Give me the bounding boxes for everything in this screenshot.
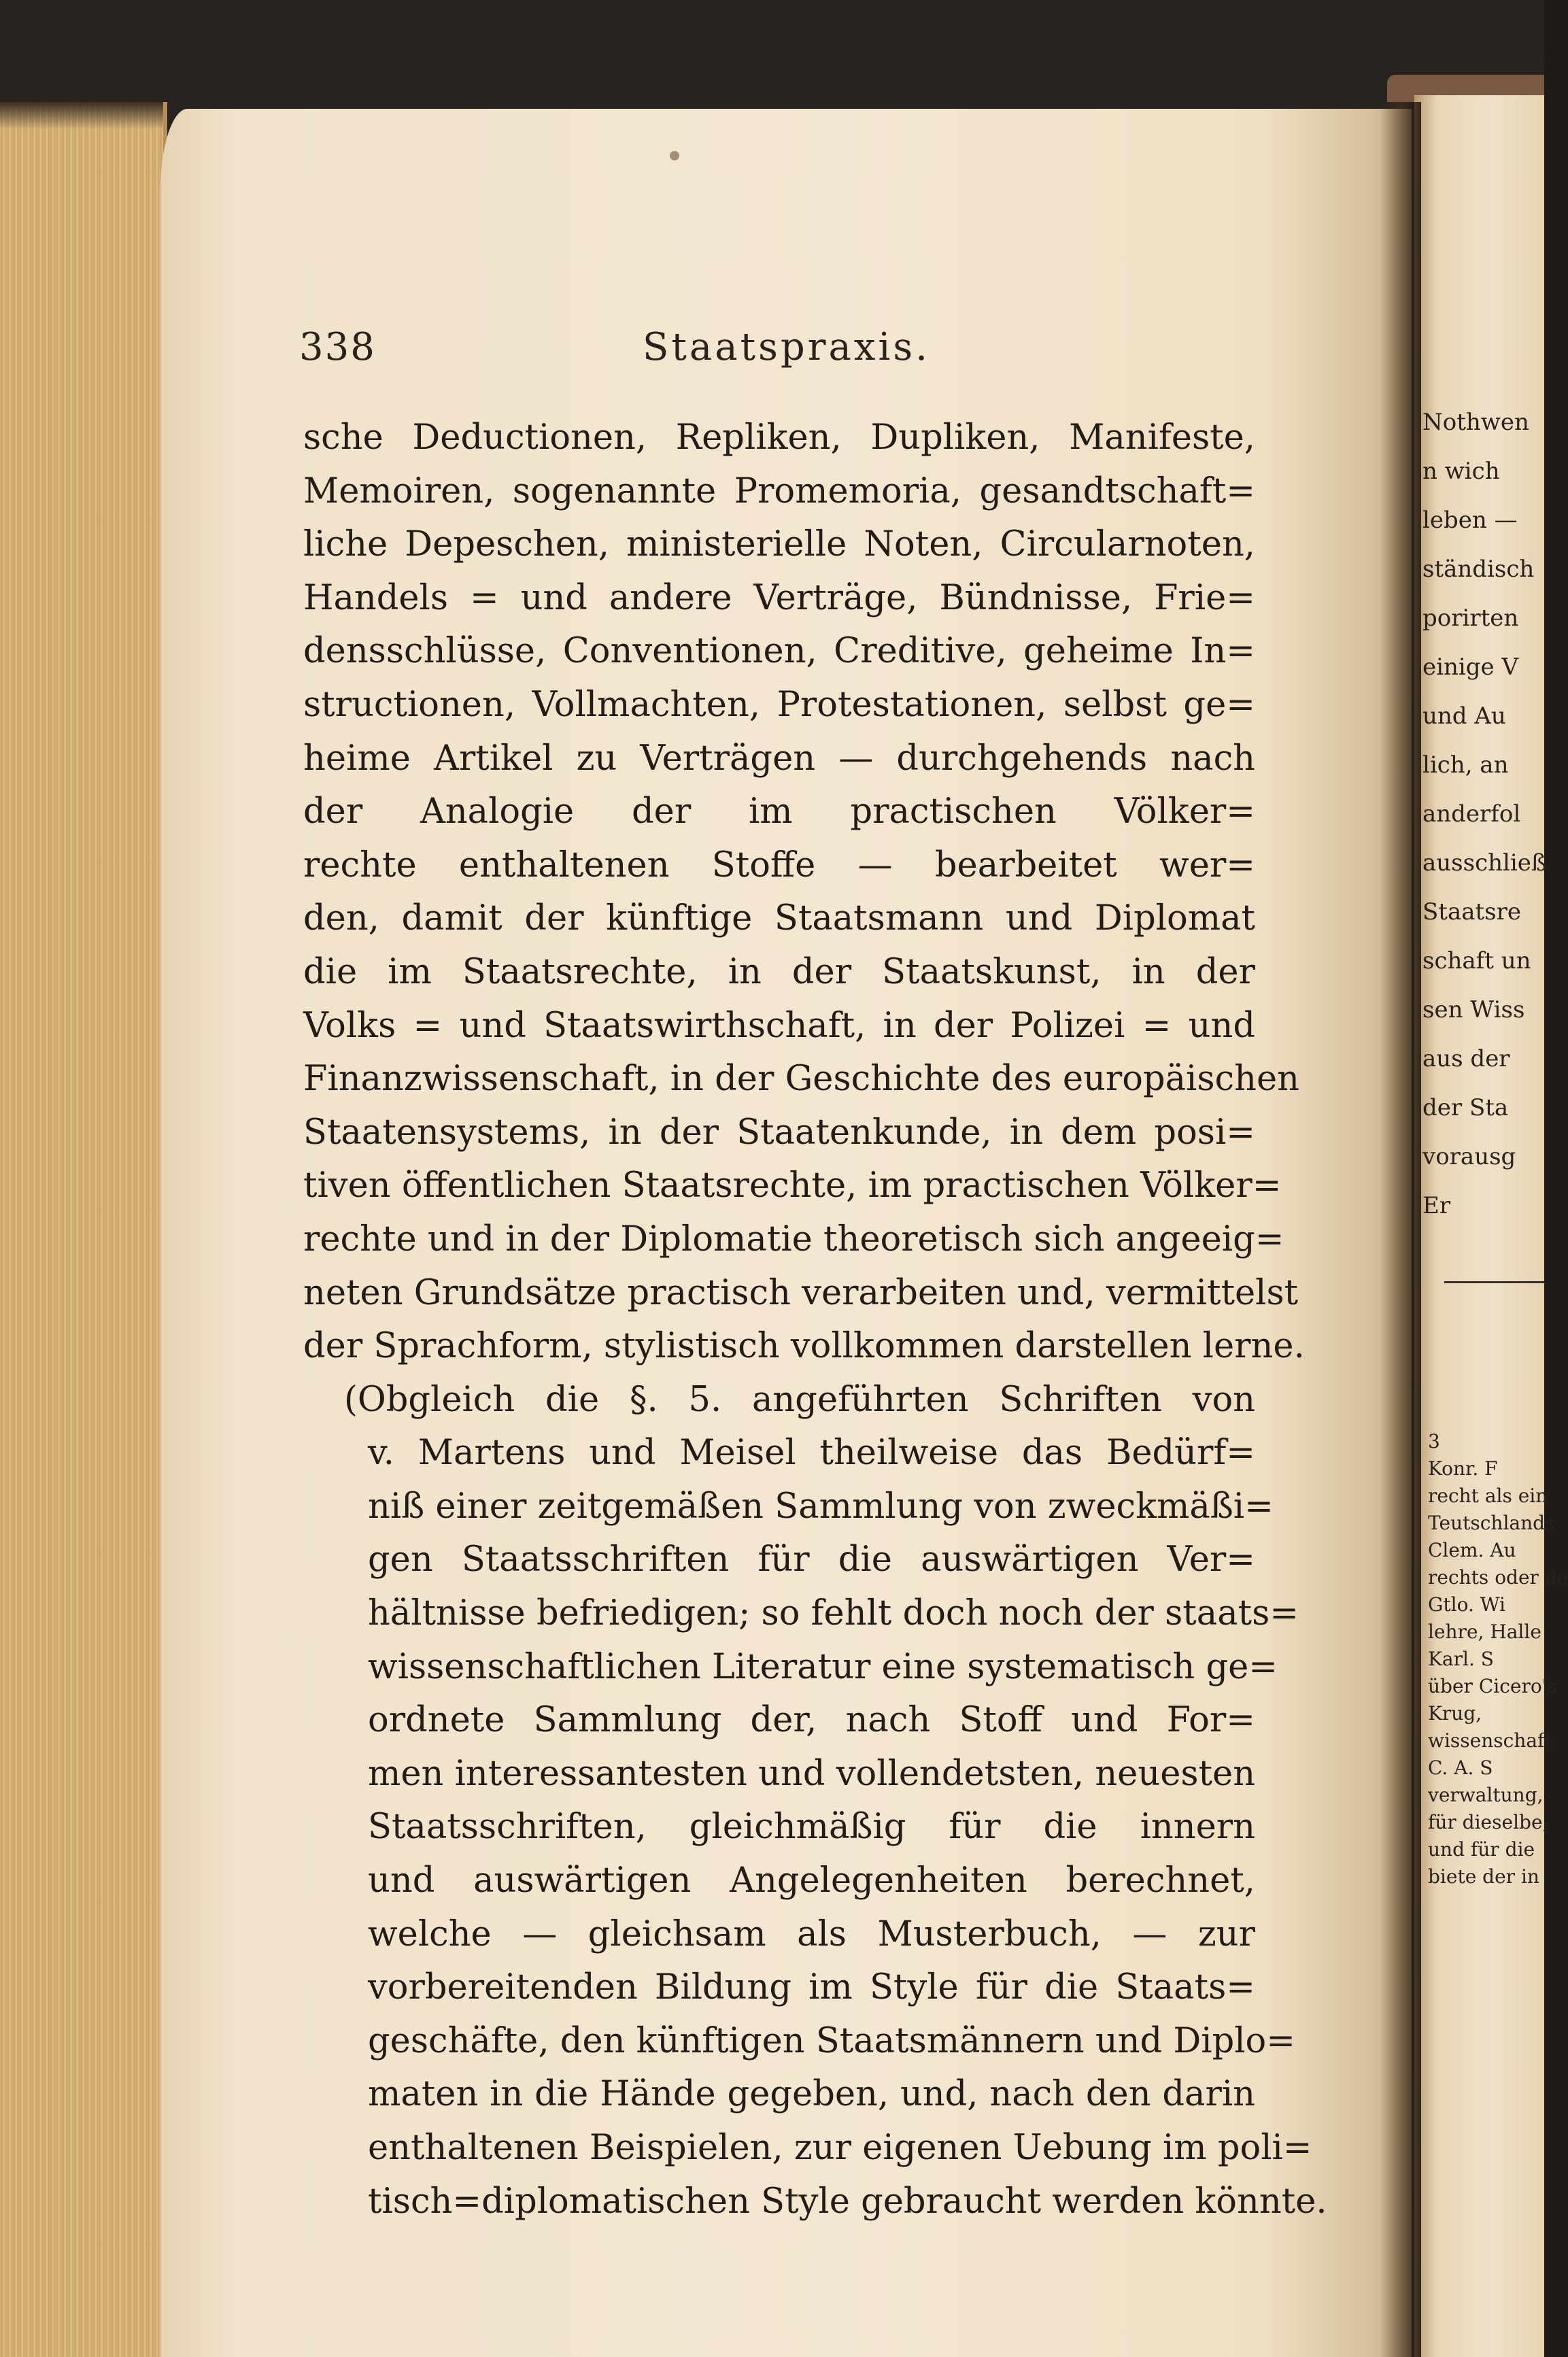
right-note-line: C. A. S — [1428, 1757, 1493, 1779]
right-text-line: ständisch — [1422, 556, 1535, 583]
right-text-line: leben — — [1422, 507, 1518, 534]
note-line: (Obgleich die §. 5. angeführten Schriften von — [344, 1379, 1255, 1420]
right-text-line: der Sta — [1422, 1094, 1509, 1121]
paper-spot — [670, 151, 679, 160]
right-note-line: lehre, Halle — [1428, 1621, 1541, 1643]
note-line: wissenschaftlichen Literatur eine systematisch ge= — [368, 1646, 1278, 1687]
note-line: geschäfte, den künftigen Staatsmännern und Diplo= — [368, 2020, 1295, 2061]
text-line: Volks = und Staatswirthschaft, in der Polizei = und — [303, 1005, 1255, 1046]
text-line: heime Artikel zu Verträgen — durchgehends nach — [303, 738, 1255, 779]
note-line: welche — gleichsam als Musterbuch, — zur — [368, 1914, 1255, 1954]
right-note-line: für dieselbe, — [1428, 1811, 1549, 1833]
right-note-line: Karl. S — [1428, 1648, 1494, 1670]
right-text-line: porirten — [1422, 605, 1519, 632]
right-note-line: über Cicero's — [1428, 1675, 1557, 1697]
right-note-line: Clem. Au — [1428, 1539, 1516, 1561]
note-line: men interessantesten und vollendetsten, neuesten — [368, 1753, 1256, 1794]
text-line: sche Deductionen, Repliken, Dupliken, Manifeste, — [303, 418, 1255, 458]
book-gutter — [1380, 102, 1421, 2357]
right-text-line: vorausg — [1422, 1143, 1516, 1170]
text-line: den, damit der künftige Staatsmann und Diplomat — [303, 898, 1255, 939]
right-note-line: wissenschaft — [1428, 1729, 1552, 1752]
text-line: die im Staatsrechte, in der Staatskunst, in der — [303, 951, 1255, 992]
text-line: Memoiren, sogenannte Promemoria, gesandtschaft= — [303, 471, 1255, 511]
text-line: Staatensystems, in der Staatenkunde, in dem posi= — [303, 1112, 1255, 1153]
note-line: und auswärtigen Angelegenheiten berechnet, — [368, 1861, 1255, 1901]
note-line: niß einer zeitgemäßen Sammlung von zweckmäßi= — [368, 1486, 1274, 1527]
right-page-text — [1422, 398, 1545, 1230]
right-note-line: Gtlo. Wi — [1428, 1593, 1505, 1616]
right-note-line: 3 — [1428, 1430, 1440, 1453]
page-block-edge — [0, 102, 167, 2357]
right-text-line: Nothwen — [1422, 409, 1529, 436]
right-text-line: aus der — [1422, 1045, 1510, 1072]
text-line: liche Depeschen, ministerielle Noten, Circularnoten, — [303, 524, 1255, 565]
text-line: neten Grundsätze practisch verarbeiten und, vermittelst — [303, 1272, 1299, 1313]
right-text-line: sen Wiss — [1422, 996, 1525, 1023]
text-line: densschlüsse, Conventionen, Creditive, geheime In= — [303, 631, 1255, 672]
note-line: ordnete Sammlung der, nach Stoff und For= — [368, 1700, 1255, 1741]
right-text-line: lich, an — [1422, 751, 1509, 779]
right-text-line: n wich — [1422, 458, 1500, 485]
text-line: rechte und in der Diplomatie theoretisch sich angeeig= — [303, 1219, 1284, 1259]
text-line: der Analogie der im practischen Völker= — [303, 792, 1255, 832]
right-note-line: Konr. F — [1428, 1457, 1498, 1480]
right-note-line: rechts oder de — [1428, 1566, 1568, 1589]
note-line: tisch=diplomatischen Style gebraucht werden könnte. — [368, 2181, 1327, 2222]
right-text-line: einige V — [1422, 654, 1519, 681]
note-line: Staatsschriften, gleichmäßig für die innern — [368, 1807, 1255, 1848]
right-text-line: Staatsre — [1422, 898, 1521, 926]
right-note-line: recht als ein — [1428, 1485, 1548, 1507]
right-note-line: verwaltung, — [1428, 1784, 1544, 1806]
note-line: gen Staatsschriften für die auswärtigen Ver= — [368, 1540, 1255, 1580]
note-line: vorbereitenden Bildung im Style für die Staats= — [368, 1967, 1255, 2008]
right-note-line: biete der in — [1428, 1865, 1539, 1888]
right-text-line: und Au — [1422, 702, 1506, 730]
right-text-line: ausschließ — [1422, 849, 1547, 877]
right-text-line: anderfol — [1422, 800, 1521, 828]
right-page-notes — [1428, 1428, 1568, 1890]
text-line: Handels = und andere Verträge, Bündnisse, Frie= — [303, 577, 1255, 618]
text-line: structionen, Vollmachten, Protestationen, selbst ge= — [303, 684, 1255, 725]
right-page-rule — [1444, 1281, 1544, 1283]
right-text-line: schaft un — [1422, 947, 1531, 974]
right-text-line: Er — [1422, 1192, 1451, 1219]
note-line: maten in die Hände gegeben, und, nach den darin — [368, 2074, 1255, 2115]
note-line: hältnisse befriedigen; so fehlt doch noch der staats= — [368, 1593, 1299, 1634]
note-line: v. Martens und Meisel theilweise das Bedürf= — [368, 1433, 1255, 1474]
page-header — [299, 325, 1319, 379]
right-note-line: Teutschlands — [1428, 1512, 1555, 1534]
running-title: Staatspraxis. — [643, 325, 930, 369]
text-line: der Sprachform, stylistisch vollkommen darstellen lerne. — [303, 1326, 1305, 1367]
text-line: Finanzwissenschaft, in der Geschichte des europäischen — [303, 1059, 1299, 1100]
page-number: 338 — [299, 325, 376, 369]
text-line: rechte enthaltenen Stoffe — bearbeitet wer= — [303, 845, 1255, 885]
text-line: tiven öffentlichen Staatsrechte, im practischen Völker= — [303, 1166, 1282, 1206]
right-note-line: und für die — [1428, 1838, 1535, 1861]
body-text — [303, 411, 1327, 2228]
note-line: enthaltenen Beispielen, zur eigenen Uebung im poli= — [368, 2128, 1312, 2168]
right-note-line: Krug, — [1428, 1702, 1482, 1725]
